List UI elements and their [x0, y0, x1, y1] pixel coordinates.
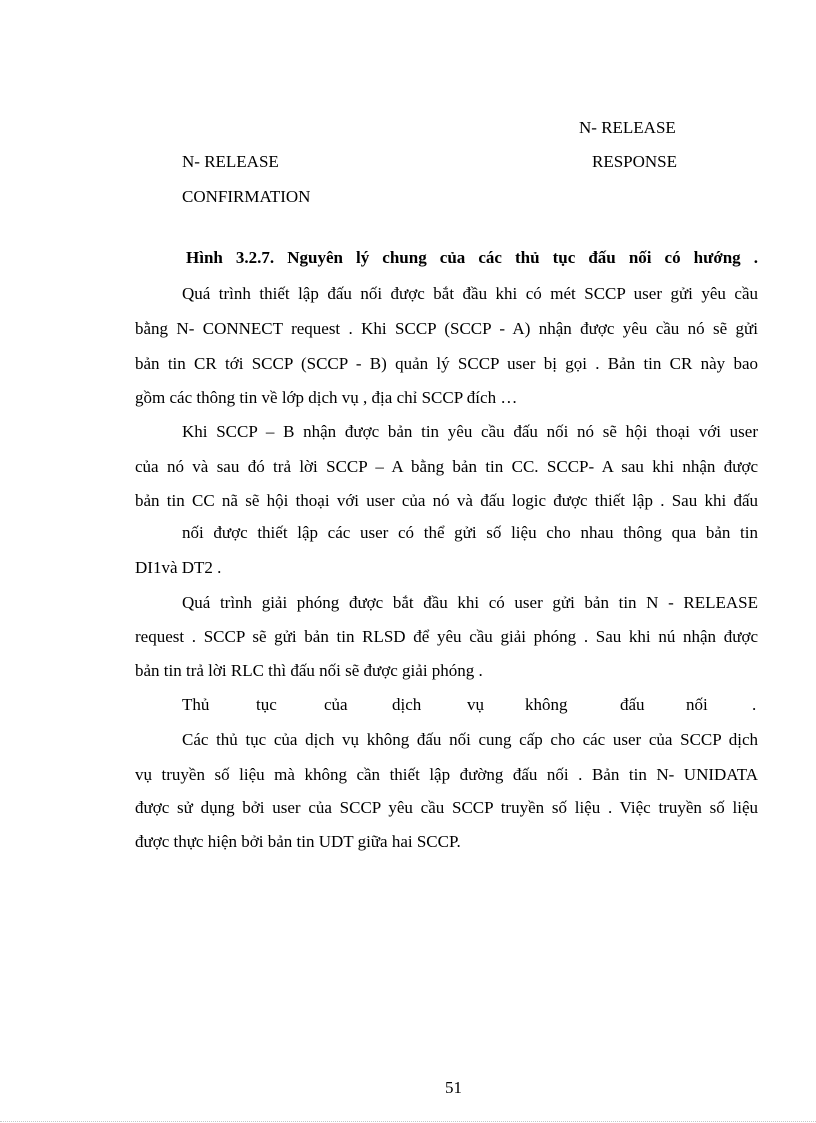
paragraph-2-line: của nó và sau đó trả lời SCCP – A bằng bản tin CC. SCCP- A sau khi nhận được	[135, 457, 758, 476]
section-heading-word: tục	[256, 695, 277, 714]
section-heading-word: Thủ	[182, 695, 210, 714]
paragraph-2-line: Khi SCCP – B nhận được bản tin yêu cầu đấu nối nó sẽ hội thoại với user	[182, 422, 758, 441]
figure-label-release-confirmation-2: CONFIRMATION	[182, 187, 311, 206]
section-heading-word: nối	[686, 695, 708, 714]
section-heading-word: dịch	[392, 695, 422, 714]
paragraph-1-line: bản tin CR tới SCCP (SCCP - B) quản lý SCCP user bị gọi . Bản tin CR này bao	[135, 354, 758, 373]
paragraph-1-line: bằng N- CONNECT request . Khi SCCP (SCCP - A) nhận được yêu cầu nó sẽ gửi	[135, 319, 758, 338]
paragraph-1-line: gồm các thông tin về lớp dịch vụ , địa chỉ SCCP đích …	[135, 388, 518, 407]
paragraph-3-line: bản tin trả lời RLC thì đấu nối sẽ được giải phóng .	[135, 661, 483, 680]
paragraph-4-line: được thực hiện bởi bản tin UDT giữa hai SCCP.	[135, 832, 461, 851]
figure-label-release-response: RESPONSE	[592, 152, 678, 171]
paragraph-2-line: DI1và DT2 .	[135, 558, 222, 577]
figure-label-release-request: N- RELEASE	[579, 118, 676, 137]
paragraph-3-line: request . SCCP sẽ gửi bản tin RLSD để yêu cầu giải phóng . Sau khi nú nhận được	[135, 627, 758, 646]
page-bottom-edge	[0, 1121, 816, 1122]
section-heading-word: .	[752, 695, 757, 714]
paragraph-1-line: Quá trình thiết lập đấu nối được bắt đầu khi có mét SCCP user gửi yêu cầu	[182, 284, 758, 303]
figure-caption: Hình 3.2.7. Nguyên lý chung của các thủ tục đấu nối có hướng .	[186, 248, 758, 267]
section-heading-word: không	[525, 695, 568, 714]
paragraph-4-line: vụ truyền số liệu mà không cần thiết lập đường đấu nối . Bản tin N- UNIDATA	[135, 765, 758, 784]
section-heading-word: của	[324, 695, 348, 714]
section-heading-word: vụ	[467, 695, 484, 714]
paragraph-2-line: bản tin CC nã sẽ hội thoại với user của nó và đấu logic được thiết lập . Sau khi đấu	[135, 491, 758, 510]
paragraph-4-line: Các thủ tục của dịch vụ không đấu nối cung cấp cho các user của SCCP dịch	[182, 730, 758, 749]
figure-label-release-confirmation-1: N- RELEASE	[182, 152, 279, 171]
paragraph-3-line: Quá trình giải phóng được bắt đầu khi có user gửi bản tin N - RELEASE	[182, 593, 758, 612]
paragraph-2-line: nối được thiết lập các user có thể gửi số liệu cho nhau thông qua bản tin	[182, 523, 758, 542]
section-heading-word: đấu	[620, 695, 645, 714]
paragraph-4-line: được sử dụng bởi user của SCCP yêu cầu SCCP truyền số liệu . Việc truyền số liệu	[135, 798, 758, 817]
page-number: 51	[445, 1078, 462, 1097]
